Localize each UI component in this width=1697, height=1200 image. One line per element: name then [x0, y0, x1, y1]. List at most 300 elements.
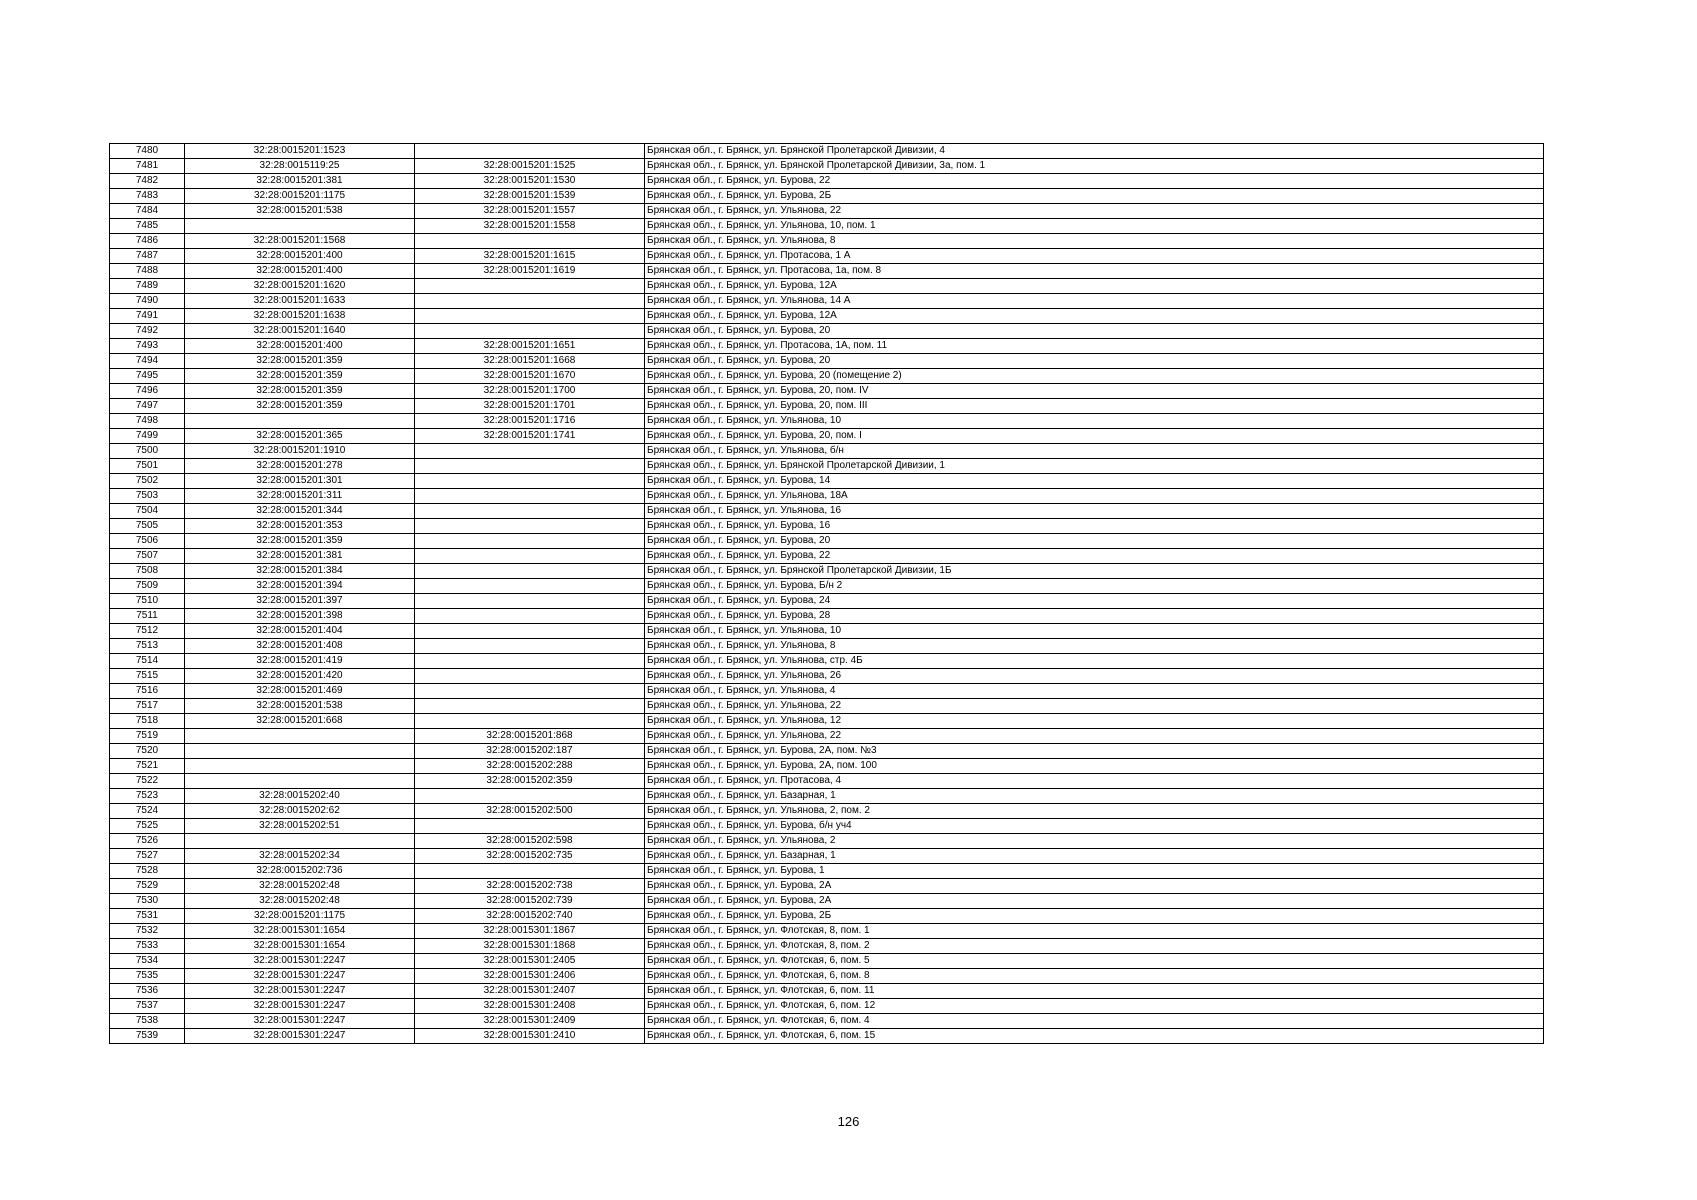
row-number-cell: 7482 [110, 174, 185, 189]
cadastral-number-cell: 32:28:0015301:2247 [185, 1014, 415, 1029]
row-number-cell: 7532 [110, 924, 185, 939]
cadastral-number-cell: 32:28:0015201:469 [185, 684, 415, 699]
cadastral-number-cell [185, 744, 415, 759]
row-number-cell: 7481 [110, 159, 185, 174]
cadastral-number-cell: 32:28:0015201:278 [185, 459, 415, 474]
related-cadastral-number-cell: 32:28:0015301:1867 [415, 924, 645, 939]
table-row [110, 894, 1544, 909]
address-cell: Брянская обл., г. Брянск, ул. Бурова, 22 [645, 174, 1544, 189]
table-row [110, 984, 1544, 999]
related-cadastral-number-cell: 32:28:0015201:1539 [415, 189, 645, 204]
row-number-cell: 7535 [110, 969, 185, 984]
table-row [110, 864, 1544, 879]
cadastral-number-cell: 32:28:0015201:384 [185, 564, 415, 579]
address-cell: Брянская обл., г. Брянск, ул. Флотская, 6, пом. 11 [645, 984, 1544, 999]
related-cadastral-number-cell: 32:28:0015201:1700 [415, 384, 645, 399]
cadastral-number-cell: 32:28:0015201:1523 [185, 144, 415, 159]
row-number-cell: 7522 [110, 774, 185, 789]
address-cell: Брянская обл., г. Брянск, ул. Бурова, 2А, пом. №3 [645, 744, 1544, 759]
cadastral-number-cell: 32:28:0015201:301 [185, 474, 415, 489]
address-cell: Брянская обл., г. Брянск, ул. Ульянова, 10 [645, 414, 1544, 429]
table-row [110, 504, 1544, 519]
table-row [110, 924, 1544, 939]
address-cell: Брянская обл., г. Брянск, ул. Брянской Пролетарской Дивизии, 3а, пом. 1 [645, 159, 1544, 174]
related-cadastral-number-cell [415, 549, 645, 564]
row-number-cell: 7506 [110, 534, 185, 549]
related-cadastral-number-cell: 32:28:0015301:1868 [415, 939, 645, 954]
row-number-cell: 7513 [110, 639, 185, 654]
cadastral-number-cell: 32:28:0015201:397 [185, 594, 415, 609]
address-cell: Брянская обл., г. Брянск, ул. Флотская, 6, пом. 4 [645, 1014, 1544, 1029]
related-cadastral-number-cell: 32:28:0015201:868 [415, 729, 645, 744]
address-cell: Брянская обл., г. Брянск, ул. Бурова, 1 [645, 864, 1544, 879]
row-number-cell: 7515 [110, 669, 185, 684]
related-cadastral-number-cell: 32:28:0015201:1670 [415, 369, 645, 384]
address-cell: Брянская обл., г. Брянск, ул. Брянской Пролетарской Дивизии, 1 [645, 459, 1544, 474]
table-row [110, 159, 1544, 174]
related-cadastral-number-cell [415, 714, 645, 729]
table-row [110, 819, 1544, 834]
cadastral-number-cell: 32:28:0015201:359 [185, 384, 415, 399]
address-cell: Брянская обл., г. Брянск, ул. Бурова, 24 [645, 594, 1544, 609]
cadastral-number-cell: 32:28:0015301:2247 [185, 954, 415, 969]
table-row [110, 909, 1544, 924]
table-row [110, 669, 1544, 684]
related-cadastral-number-cell [415, 144, 645, 159]
table-row [110, 474, 1544, 489]
cadastral-number-cell: 32:28:0015202:40 [185, 789, 415, 804]
related-cadastral-number-cell: 32:28:0015202:740 [415, 909, 645, 924]
row-number-cell: 7509 [110, 579, 185, 594]
address-cell: Брянская обл., г. Брянск, ул. Протасова, 4 [645, 774, 1544, 789]
address-cell: Брянская обл., г. Брянск, ул. Бурова, 16 [645, 519, 1544, 534]
related-cadastral-number-cell: 32:28:0015202:359 [415, 774, 645, 789]
address-cell: Брянская обл., г. Брянск, ул. Бурова, 14 [645, 474, 1544, 489]
cadastral-number-cell: 32:28:0015202:51 [185, 819, 415, 834]
cadastral-number-cell: 32:28:0015201:668 [185, 714, 415, 729]
related-cadastral-number-cell [415, 444, 645, 459]
cadastral-number-cell: 32:28:0015201:1910 [185, 444, 415, 459]
row-number-cell: 7492 [110, 324, 185, 339]
table-row [110, 834, 1544, 849]
address-cell: Брянская обл., г. Брянск, ул. Ульянова, 8 [645, 234, 1544, 249]
related-cadastral-number-cell [415, 474, 645, 489]
related-cadastral-number-cell: 32:28:0015202:500 [415, 804, 645, 819]
table-row [110, 534, 1544, 549]
cadastral-number-cell: 32:28:0015201:381 [185, 174, 415, 189]
row-number-cell: 7507 [110, 549, 185, 564]
cadastral-number-cell: 32:28:0015301:2247 [185, 969, 415, 984]
address-cell: Брянская обл., г. Брянск, ул. Ульянова, 18А [645, 489, 1544, 504]
row-number-cell: 7518 [110, 714, 185, 729]
cadastral-number-cell [185, 729, 415, 744]
related-cadastral-number-cell [415, 864, 645, 879]
address-cell: Брянская обл., г. Брянск, ул. Ульянова, 2 [645, 834, 1544, 849]
table-row [110, 564, 1544, 579]
cadastral-number-cell: 32:28:0015301:2247 [185, 984, 415, 999]
address-cell: Брянская обл., г. Брянск, ул. Бурова, Б/н 2 [645, 579, 1544, 594]
table-row [110, 429, 1544, 444]
table-row [110, 744, 1544, 759]
row-number-cell: 7527 [110, 849, 185, 864]
address-cell: Брянская обл., г. Брянск, ул. Бурова, 20 [645, 324, 1544, 339]
table-row [110, 189, 1544, 204]
address-cell: Брянская обл., г. Брянск, ул. Ульянова, 4 [645, 684, 1544, 699]
related-cadastral-number-cell [415, 789, 645, 804]
related-cadastral-number-cell [415, 654, 645, 669]
table-row [110, 414, 1544, 429]
table-row [110, 849, 1544, 864]
cadastral-number-cell: 32:28:0015202:736 [185, 864, 415, 879]
address-cell: Брянская обл., г. Брянск, ул. Бурова, 20 (помещение 2) [645, 369, 1544, 384]
row-number-cell: 7511 [110, 609, 185, 624]
address-cell: Брянская обл., г. Брянск, ул. Брянской Пролетарской Дивизии, 4 [645, 144, 1544, 159]
cadastral-number-cell: 32:28:0015301:1654 [185, 939, 415, 954]
row-number-cell: 7487 [110, 249, 185, 264]
address-cell: Брянская обл., г. Брянск, ул. Бурова, 28 [645, 609, 1544, 624]
table-row [110, 279, 1544, 294]
cadastral-number-cell: 32:28:0015201:381 [185, 549, 415, 564]
address-cell: Брянская обл., г. Брянск, ул. Ульянова, стр. 4Б [645, 654, 1544, 669]
cadastral-number-cell [185, 774, 415, 789]
table-row [110, 999, 1544, 1014]
address-cell: Брянская обл., г. Брянск, ул. Бурова, 2А, пом. 100 [645, 759, 1544, 774]
table-row [110, 789, 1544, 804]
row-number-cell: 7493 [110, 339, 185, 354]
cadastral-number-cell: 32:28:0015202:48 [185, 879, 415, 894]
table-row [110, 354, 1544, 369]
related-cadastral-number-cell: 32:28:0015301:2410 [415, 1029, 645, 1044]
row-number-cell: 7486 [110, 234, 185, 249]
page-number: 126 [837, 1114, 860, 1129]
related-cadastral-number-cell [415, 489, 645, 504]
related-cadastral-number-cell: 32:28:0015201:1525 [415, 159, 645, 174]
table-row [110, 399, 1544, 414]
related-cadastral-number-cell: 32:28:0015201:1530 [415, 174, 645, 189]
row-number-cell: 7498 [110, 414, 185, 429]
table-row [110, 579, 1544, 594]
row-number-cell: 7538 [110, 1014, 185, 1029]
cadastral-number-cell: 32:28:0015201:420 [185, 669, 415, 684]
table-row [110, 624, 1544, 639]
related-cadastral-number-cell [415, 534, 645, 549]
address-cell: Брянская обл., г. Брянск, ул. Ульянова, 22 [645, 204, 1544, 219]
cadastral-number-cell: 32:28:0015201:1175 [185, 909, 415, 924]
related-cadastral-number-cell [415, 294, 645, 309]
table-row [110, 174, 1544, 189]
cadastral-number-cell: 32:28:0015301:1654 [185, 924, 415, 939]
related-cadastral-number-cell [415, 459, 645, 474]
row-number-cell: 7521 [110, 759, 185, 774]
related-cadastral-number-cell [415, 684, 645, 699]
row-number-cell: 7514 [110, 654, 185, 669]
address-cell: Брянская обл., г. Брянск, ул. Ульянова, 12 [645, 714, 1544, 729]
table-row [110, 594, 1544, 609]
address-cell: Брянская обл., г. Брянск, ул. Базарная, 1 [645, 789, 1544, 804]
related-cadastral-number-cell: 32:28:0015301:2407 [415, 984, 645, 999]
related-cadastral-number-cell [415, 624, 645, 639]
cadastral-number-cell: 32:28:0015201:394 [185, 579, 415, 594]
table-row [110, 339, 1544, 354]
table-row [110, 954, 1544, 969]
row-number-cell: 7490 [110, 294, 185, 309]
related-cadastral-number-cell: 32:28:0015202:288 [415, 759, 645, 774]
table-row [110, 804, 1544, 819]
related-cadastral-number-cell: 32:28:0015301:2405 [415, 954, 645, 969]
table-row [110, 369, 1544, 384]
row-number-cell: 7488 [110, 264, 185, 279]
cadastral-number-cell: 32:28:0015201:1638 [185, 309, 415, 324]
cadastral-number-cell: 32:28:0015201:419 [185, 654, 415, 669]
cadastral-number-cell: 32:28:0015201:1633 [185, 294, 415, 309]
cadastral-table [109, 143, 1544, 1044]
cadastral-number-cell [185, 759, 415, 774]
address-cell: Брянская обл., г. Брянск, ул. Бурова, 2Б [645, 909, 1544, 924]
address-cell: Брянская обл., г. Брянск, ул. Флотская, 6, пом. 5 [645, 954, 1544, 969]
row-number-cell: 7484 [110, 204, 185, 219]
row-number-cell: 7501 [110, 459, 185, 474]
table-row [110, 444, 1544, 459]
table-row [110, 609, 1544, 624]
table-row [110, 519, 1544, 534]
related-cadastral-number-cell: 32:28:0015301:2408 [415, 999, 645, 1014]
related-cadastral-number-cell [415, 279, 645, 294]
row-number-cell: 7480 [110, 144, 185, 159]
related-cadastral-number-cell: 32:28:0015201:1619 [415, 264, 645, 279]
row-number-cell: 7497 [110, 399, 185, 414]
row-number-cell: 7529 [110, 879, 185, 894]
address-cell: Брянская обл., г. Брянск, ул. Ульянова, 22 [645, 729, 1544, 744]
cadastral-number-cell: 32:28:0015202:62 [185, 804, 415, 819]
cadastral-number-cell: 32:28:0015119:25 [185, 159, 415, 174]
related-cadastral-number-cell: 32:28:0015202:598 [415, 834, 645, 849]
related-cadastral-number-cell: 32:28:0015201:1716 [415, 414, 645, 429]
related-cadastral-number-cell: 32:28:0015202:735 [415, 849, 645, 864]
table-row [110, 459, 1544, 474]
related-cadastral-number-cell: 32:28:0015301:2406 [415, 969, 645, 984]
related-cadastral-number-cell: 32:28:0015201:1557 [415, 204, 645, 219]
row-number-cell: 7489 [110, 279, 185, 294]
row-number-cell: 7523 [110, 789, 185, 804]
table-row [110, 324, 1544, 339]
related-cadastral-number-cell [415, 594, 645, 609]
row-number-cell: 7531 [110, 909, 185, 924]
cadastral-number-cell: 32:28:0015201:1568 [185, 234, 415, 249]
cadastral-number-cell: 32:28:0015201:353 [185, 519, 415, 534]
address-cell: Брянская обл., г. Брянск, ул. Ульянова, 10, пом. 1 [645, 219, 1544, 234]
row-number-cell: 7516 [110, 684, 185, 699]
related-cadastral-number-cell: 32:28:0015201:1668 [415, 354, 645, 369]
related-cadastral-number-cell: 32:28:0015201:1741 [415, 429, 645, 444]
address-cell: Брянская обл., г. Брянск, ул. Бурова, 12А [645, 279, 1544, 294]
address-cell: Брянская обл., г. Брянск, ул. Ульянова, 2, пом. 2 [645, 804, 1544, 819]
related-cadastral-number-cell [415, 669, 645, 684]
address-cell: Брянская обл., г. Брянск, ул. Бурова, 22 [645, 549, 1544, 564]
related-cadastral-number-cell [415, 564, 645, 579]
related-cadastral-number-cell [415, 519, 645, 534]
related-cadastral-number-cell: 32:28:0015201:1615 [415, 249, 645, 264]
cadastral-number-cell: 32:28:0015201:400 [185, 264, 415, 279]
cadastral-number-cell: 32:28:0015201:400 [185, 249, 415, 264]
row-number-cell: 7537 [110, 999, 185, 1014]
address-cell: Брянская обл., г. Брянск, ул. Бурова, 2А [645, 879, 1544, 894]
table-row [110, 699, 1544, 714]
row-number-cell: 7494 [110, 354, 185, 369]
table-row [110, 684, 1544, 699]
row-number-cell: 7485 [110, 219, 185, 234]
address-cell: Брянская обл., г. Брянск, ул. Бурова, 20 [645, 534, 1544, 549]
row-number-cell: 7483 [110, 189, 185, 204]
table-row [110, 939, 1544, 954]
row-number-cell: 7530 [110, 894, 185, 909]
related-cadastral-number-cell [415, 639, 645, 654]
cadastral-number-cell: 32:28:0015201:359 [185, 354, 415, 369]
address-cell: Брянская обл., г. Брянск, ул. Бурова, 2Б [645, 189, 1544, 204]
table-row [110, 294, 1544, 309]
address-cell: Брянская обл., г. Брянск, ул. Флотская, 6, пом. 15 [645, 1029, 1544, 1044]
table-row [110, 309, 1544, 324]
row-number-cell: 7504 [110, 504, 185, 519]
related-cadastral-number-cell [415, 309, 645, 324]
row-number-cell: 7495 [110, 369, 185, 384]
row-number-cell: 7505 [110, 519, 185, 534]
table-row [110, 639, 1544, 654]
related-cadastral-number-cell [415, 324, 645, 339]
cadastral-number-cell: 32:28:0015201:404 [185, 624, 415, 639]
cadastral-number-cell: 32:28:0015201:311 [185, 489, 415, 504]
cadastral-number-cell [185, 834, 415, 849]
address-cell: Брянская обл., г. Брянск, ул. Бурова, 2А [645, 894, 1544, 909]
cadastral-number-cell: 32:28:0015201:359 [185, 369, 415, 384]
related-cadastral-number-cell: 32:28:0015201:1558 [415, 219, 645, 234]
table-row [110, 714, 1544, 729]
address-cell: Брянская обл., г. Брянск, ул. Бурова, б/н уч4 [645, 819, 1544, 834]
address-cell: Брянская обл., г. Брянск, ул. Бурова, 20, пом. IV [645, 384, 1544, 399]
table-row [110, 729, 1544, 744]
address-cell: Брянская обл., г. Брянск, ул. Флотская, 6, пом. 12 [645, 999, 1544, 1014]
related-cadastral-number-cell: 32:28:0015201:1651 [415, 339, 645, 354]
cadastral-number-cell: 32:28:0015301:2247 [185, 1029, 415, 1044]
address-cell: Брянская обл., г. Брянск, ул. Ульянова, 22 [645, 699, 1544, 714]
row-number-cell: 7536 [110, 984, 185, 999]
address-cell: Брянская обл., г. Брянск, ул. Флотская, 6, пом. 8 [645, 969, 1544, 984]
address-cell: Брянская обл., г. Брянск, ул. Бурова, 20, пом. I [645, 429, 1544, 444]
row-number-cell: 7528 [110, 864, 185, 879]
cadastral-number-cell: 32:28:0015201:538 [185, 204, 415, 219]
address-cell: Брянская обл., г. Брянск, ул. Базарная, 1 [645, 849, 1544, 864]
related-cadastral-number-cell: 32:28:0015301:2409 [415, 1014, 645, 1029]
table-row [110, 549, 1544, 564]
row-number-cell: 7500 [110, 444, 185, 459]
table-row [110, 654, 1544, 669]
related-cadastral-number-cell [415, 609, 645, 624]
related-cadastral-number-cell [415, 504, 645, 519]
row-number-cell: 7503 [110, 489, 185, 504]
row-number-cell: 7525 [110, 819, 185, 834]
cadastral-number-cell: 32:28:0015201:365 [185, 429, 415, 444]
address-cell: Брянская обл., г. Брянск, ул. Флотская, 8, пом. 2 [645, 939, 1544, 954]
cadastral-number-cell: 32:28:0015201:400 [185, 339, 415, 354]
table-row [110, 249, 1544, 264]
address-cell: Брянская обл., г. Брянск, ул. Ульянова, 16 [645, 504, 1544, 519]
related-cadastral-number-cell [415, 579, 645, 594]
related-cadastral-number-cell [415, 234, 645, 249]
address-cell: Брянская обл., г. Брянск, ул. Бурова, 12А [645, 309, 1544, 324]
table-row [110, 219, 1544, 234]
row-number-cell: 7508 [110, 564, 185, 579]
row-number-cell: 7499 [110, 429, 185, 444]
row-number-cell: 7491 [110, 309, 185, 324]
address-cell: Брянская обл., г. Брянск, ул. Ульянова, 10 [645, 624, 1544, 639]
related-cadastral-number-cell [415, 819, 645, 834]
cadastral-number-cell [185, 219, 415, 234]
cadastral-number-cell: 32:28:0015201:359 [185, 534, 415, 549]
cadastral-number-cell: 32:28:0015202:34 [185, 849, 415, 864]
address-cell: Брянская обл., г. Брянск, ул. Протасова, 1а, пом. 8 [645, 264, 1544, 279]
address-cell: Брянская обл., г. Брянск, ул. Ульянова, б/н [645, 444, 1544, 459]
cadastral-number-cell: 32:28:0015201:408 [185, 639, 415, 654]
row-number-cell: 7512 [110, 624, 185, 639]
address-cell: Брянская обл., г. Брянск, ул. Брянской Пролетарской Дивизии, 1Б [645, 564, 1544, 579]
table-row [110, 774, 1544, 789]
cadastral-number-cell: 32:28:0015201:344 [185, 504, 415, 519]
cadastral-number-cell: 32:28:0015301:2247 [185, 999, 415, 1014]
table-row [110, 489, 1544, 504]
address-cell: Брянская обл., г. Брянск, ул. Бурова, 20, пом. III [645, 399, 1544, 414]
table-row [110, 264, 1544, 279]
table-row [110, 234, 1544, 249]
row-number-cell: 7502 [110, 474, 185, 489]
cadastral-number-cell: 32:28:0015201:1640 [185, 324, 415, 339]
row-number-cell: 7533 [110, 939, 185, 954]
address-cell: Брянская обл., г. Брянск, ул. Протасова, 1А, пом. 11 [645, 339, 1544, 354]
address-cell: Брянская обл., г. Брянск, ул. Флотская, 8, пом. 1 [645, 924, 1544, 939]
table-row [110, 1029, 1544, 1044]
cadastral-number-cell: 32:28:0015201:359 [185, 399, 415, 414]
row-number-cell: 7510 [110, 594, 185, 609]
cadastral-number-cell: 32:28:0015201:1620 [185, 279, 415, 294]
cadastral-number-cell: 32:28:0015202:48 [185, 894, 415, 909]
row-number-cell: 7517 [110, 699, 185, 714]
table-body [110, 144, 1544, 1044]
table-row [110, 1014, 1544, 1029]
table-row [110, 969, 1544, 984]
address-cell: Брянская обл., г. Брянск, ул. Ульянова, 26 [645, 669, 1544, 684]
table-row [110, 384, 1544, 399]
cadastral-number-cell: 32:28:0015201:538 [185, 699, 415, 714]
related-cadastral-number-cell: 32:28:0015202:738 [415, 879, 645, 894]
row-number-cell: 7539 [110, 1029, 185, 1044]
row-number-cell: 7524 [110, 804, 185, 819]
cadastral-number-cell: 32:28:0015201:1175 [185, 189, 415, 204]
table-row [110, 144, 1544, 159]
cadastral-number-cell [185, 414, 415, 429]
row-number-cell: 7520 [110, 744, 185, 759]
address-cell: Брянская обл., г. Брянск, ул. Бурова, 20 [645, 354, 1544, 369]
table-row [110, 759, 1544, 774]
address-cell: Брянская обл., г. Брянск, ул. Ульянова, 14 А [645, 294, 1544, 309]
table-row [110, 204, 1544, 219]
cadastral-number-cell: 32:28:0015201:398 [185, 609, 415, 624]
address-cell: Брянская обл., г. Брянск, ул. Ульянова, 8 [645, 639, 1544, 654]
related-cadastral-number-cell: 32:28:0015202:187 [415, 744, 645, 759]
related-cadastral-number-cell [415, 699, 645, 714]
row-number-cell: 7519 [110, 729, 185, 744]
row-number-cell: 7534 [110, 954, 185, 969]
row-number-cell: 7496 [110, 384, 185, 399]
row-number-cell: 7526 [110, 834, 185, 849]
table-row [110, 879, 1544, 894]
